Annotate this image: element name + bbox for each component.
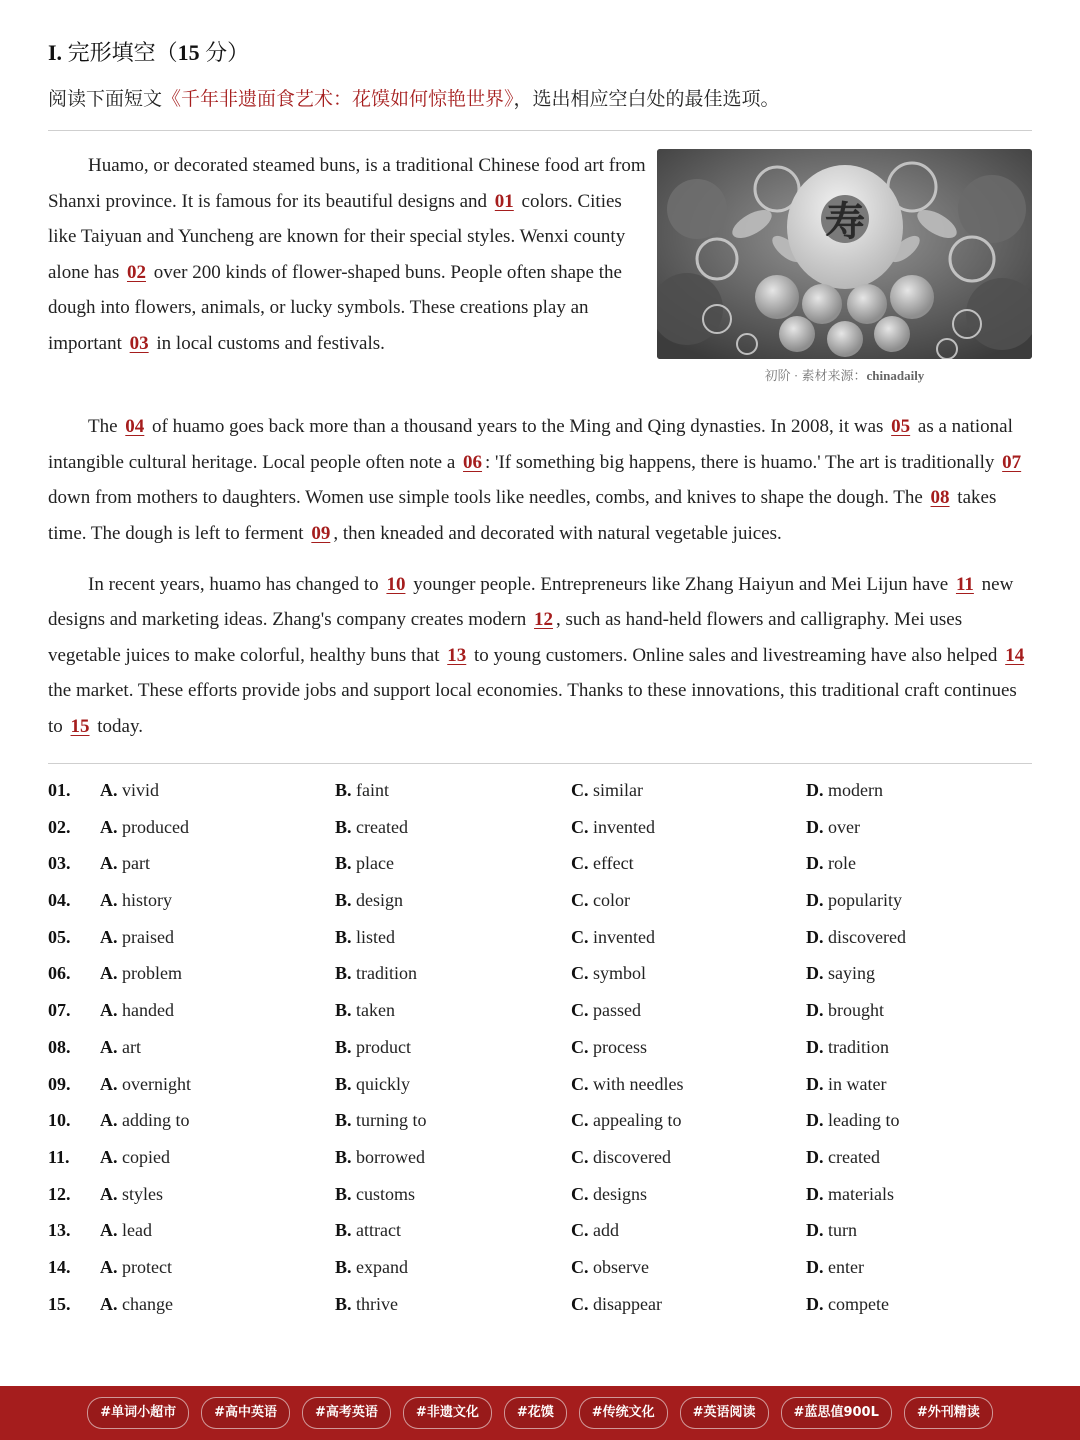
option-letter: D. — [806, 1036, 824, 1057]
option-text: turning to — [356, 1110, 427, 1131]
question-row — [48, 998, 1032, 1035]
option-text: add — [593, 1220, 619, 1241]
option-letter: A. — [100, 963, 118, 984]
divider-bottom — [48, 763, 1032, 764]
option-letter: C. — [571, 1220, 589, 1241]
option-choice[interactable] — [571, 853, 634, 874]
option-letter: C. — [571, 963, 589, 984]
option-choice[interactable] — [571, 927, 655, 948]
option-text: styles — [122, 1183, 164, 1204]
option-choice[interactable] — [335, 890, 403, 911]
option-choice[interactable] — [806, 1147, 880, 1168]
option-choice[interactable] — [571, 780, 643, 801]
option-choice[interactable] — [100, 1184, 163, 1205]
option-choice[interactable] — [335, 1257, 408, 1278]
option-choice[interactable] — [806, 1257, 864, 1278]
option-text: expand — [356, 1256, 408, 1277]
option-text: thrive — [356, 1293, 399, 1314]
section-name: 完形填空（ — [67, 40, 178, 65]
divider-top — [48, 130, 1032, 131]
option-letter: D. — [806, 816, 824, 837]
option-text: customs — [356, 1183, 416, 1204]
option-choice[interactable] — [100, 963, 182, 984]
blank-marker: 05 — [891, 416, 911, 437]
hashtag-list — [0, 1397, 1080, 1429]
blank-marker: 02 — [126, 261, 146, 283]
option-letter: A. — [100, 890, 118, 911]
option-choice[interactable] — [571, 1184, 647, 1205]
question-row — [48, 1108, 1032, 1145]
hashtag-chip[interactable]: #单词小超市 — [87, 1397, 189, 1429]
option-choice[interactable] — [100, 853, 150, 874]
option-letter: D. — [806, 926, 824, 947]
option-letter: A. — [100, 853, 118, 874]
option-letter: B. — [335, 1256, 352, 1277]
blank-marker: 06 — [463, 451, 483, 473]
option-choice[interactable] — [335, 1184, 415, 1205]
section-number: I. — [48, 40, 63, 65]
option-letter: A. — [100, 1220, 118, 1241]
option-text: history — [122, 890, 173, 911]
option-text: borrowed — [356, 1146, 425, 1167]
option-choice[interactable] — [335, 1220, 401, 1241]
blank-marker: 01 — [494, 190, 514, 212]
option-choice[interactable] — [335, 817, 408, 838]
option-letter: C. — [571, 1256, 589, 1277]
option-text: copied — [122, 1146, 170, 1167]
option-text: popularity — [828, 890, 902, 911]
section-score-unit: 分） — [199, 40, 250, 65]
option-text: design — [356, 890, 404, 911]
option-letter: C. — [571, 1110, 589, 1131]
option-letter: B. — [335, 926, 352, 947]
option-letter: C. — [571, 1146, 589, 1167]
option-text: listed — [356, 926, 396, 947]
option-text: brought — [828, 1000, 884, 1021]
shou-character: 寿 — [825, 198, 865, 245]
option-choice[interactable] — [571, 890, 630, 911]
question-row — [48, 778, 1032, 815]
option-letter: C. — [571, 926, 589, 947]
option-letter: A. — [100, 1000, 118, 1021]
option-choice[interactable] — [806, 963, 875, 984]
option-choice[interactable] — [335, 1074, 410, 1095]
option-letter: D. — [806, 963, 824, 984]
option-choice[interactable] — [571, 817, 655, 838]
option-letter: C. — [571, 816, 589, 837]
option-text: quickly — [356, 1073, 411, 1094]
option-letter: B. — [335, 1036, 352, 1057]
hashtag-chip[interactable]: #非遗文化 — [403, 1397, 492, 1429]
option-letter: B. — [335, 1000, 352, 1021]
question-row — [48, 851, 1032, 888]
option-choice[interactable] — [571, 1000, 641, 1021]
option-letter: D. — [806, 1220, 824, 1241]
option-text: in water — [828, 1073, 887, 1094]
article-title: 《千年非遗面食艺术：花馍如何惊艳世界》 — [162, 89, 514, 110]
option-choice[interactable] — [335, 1294, 398, 1315]
option-text: leading to — [828, 1110, 900, 1131]
blank-marker: 09 — [311, 523, 331, 545]
option-choice[interactable] — [100, 1074, 191, 1095]
option-letter: D. — [806, 1000, 824, 1021]
option-choice[interactable] — [335, 780, 389, 801]
option-letter: A. — [100, 1256, 118, 1277]
hashtag-chip[interactable]: #花馍 — [504, 1397, 567, 1429]
option-choice[interactable] — [806, 1074, 886, 1095]
option-text: process — [593, 1036, 647, 1057]
option-letter: A. — [100, 1183, 118, 1204]
question-row — [48, 1182, 1032, 1219]
option-text: part — [122, 853, 150, 874]
option-letter: D. — [806, 1110, 824, 1131]
option-text: disappear — [593, 1293, 662, 1314]
option-choice[interactable] — [100, 1147, 170, 1168]
option-choice[interactable] — [335, 927, 395, 948]
option-text: role — [828, 853, 856, 874]
instruction-prefix: 阅读下面短文 — [48, 89, 163, 110]
option-text: turn — [828, 1220, 857, 1241]
option-letter: B. — [335, 1220, 352, 1241]
option-letter: C. — [571, 1000, 589, 1021]
question-number: 12. — [48, 1183, 71, 1204]
option-text: produced — [122, 816, 189, 837]
option-choice[interactable] — [806, 817, 860, 838]
option-choice[interactable] — [335, 1110, 427, 1131]
option-letter: B. — [335, 1073, 352, 1094]
option-choice[interactable] — [571, 1257, 649, 1278]
option-text: place — [356, 853, 394, 874]
option-text: taken — [356, 1000, 395, 1021]
question-row — [48, 888, 1032, 925]
question-number: 07. — [48, 1000, 71, 1021]
question-number: 11. — [48, 1146, 70, 1167]
option-letter: A. — [100, 1293, 118, 1314]
question-number: 02. — [48, 816, 71, 837]
photo-source: chinadaily — [866, 368, 925, 383]
option-choice[interactable] — [571, 1294, 662, 1315]
option-choice[interactable] — [100, 1257, 172, 1278]
option-choice[interactable] — [806, 853, 856, 874]
passage-paragraph-2: The 04 of huamo goes back more than a thousand years to the Ming and Qing dynasties. In 2008, it was 05 as a national intangible cultural heritage. Local people often note a 06 : 'If something big happens, there is huamo.' The art is traditionally 07 down from mothers to daughters. Women use simple tools like needles, combs, and knives to shape the dough. The 08 takes time. The dough is left to ferment 09 , then kneaded and decorated with natural vegetable juices. — [48, 409, 1032, 552]
option-text: faint — [356, 780, 390, 800]
option-text: invented — [593, 816, 655, 837]
option-choice[interactable] — [100, 1037, 141, 1058]
instruction-suffix: ，选出相应空白处的最佳选项。 — [513, 89, 780, 110]
photo-caption: 初阶 · 素材来源：chinadaily — [764, 368, 925, 383]
option-text: invented — [593, 926, 655, 947]
option-text: handed — [122, 1000, 174, 1021]
option-letter: A. — [100, 1110, 118, 1131]
option-text: symbol — [593, 963, 647, 984]
question-number: 15. — [48, 1293, 71, 1314]
option-choice[interactable] — [806, 1000, 884, 1021]
option-choice[interactable] — [335, 853, 394, 874]
option-text: tradition — [828, 1036, 889, 1057]
option-letter: D. — [806, 853, 824, 874]
question-row — [48, 925, 1032, 962]
option-letter: C. — [571, 853, 589, 874]
question-row — [48, 1145, 1032, 1182]
option-text: art — [122, 1036, 141, 1057]
option-text: discovered — [828, 926, 906, 947]
option-text: appealing to — [593, 1110, 682, 1131]
section-title — [48, 36, 249, 67]
blank-marker: 03 — [129, 332, 149, 354]
passage-paragraph-3: In recent years, huamo has changed to 10 younger people. Entrepreneurs like Zhang Haiyun and Mei Lijun have 11 new designs and marketing ideas. Zhang's company creates modern 12 , such as hand-held flowers and calligraphy. Mei uses vegetable juices to make colorful, healthy buns that 13 to young customers. Online sales and livestreaming have also helped 14 the market. These efforts provide jobs and support local economies. Thanks to these innovations, this traditional craft continues to 15 today. — [48, 567, 1032, 744]
instruction-line — [48, 84, 780, 111]
option-letter: C. — [571, 1036, 589, 1057]
option-choice[interactable] — [806, 927, 906, 948]
option-letter: C. — [571, 1183, 589, 1204]
question-row — [48, 1255, 1032, 1292]
question-number: 10. — [48, 1110, 71, 1131]
footer-bar — [0, 1386, 1080, 1440]
option-letter: B. — [335, 853, 352, 874]
option-letter: C. — [571, 890, 589, 911]
option-choice[interactable] — [100, 927, 174, 948]
option-text: compete — [828, 1293, 889, 1314]
section-score: 15 — [177, 40, 200, 65]
option-letter: C. — [571, 1293, 589, 1314]
question-number: 04. — [48, 890, 71, 911]
question-number: 06. — [48, 963, 71, 984]
option-choice[interactable] — [100, 817, 189, 838]
option-choice[interactable] — [806, 1184, 894, 1205]
question-row — [48, 961, 1032, 998]
option-text: passed — [593, 1000, 641, 1021]
option-letter: D. — [806, 890, 824, 911]
option-choice[interactable] — [571, 1074, 683, 1095]
option-text: similar — [593, 780, 643, 800]
question-number: 09. — [48, 1073, 71, 1094]
question-number: 01. — [48, 780, 71, 800]
question-row — [48, 1072, 1032, 1109]
option-text: over — [828, 816, 860, 837]
option-choice[interactable] — [100, 890, 172, 911]
option-text: with needles — [593, 1073, 684, 1094]
option-text: created — [356, 816, 408, 837]
option-choice[interactable] — [806, 1110, 899, 1131]
option-letter: D. — [806, 1256, 824, 1277]
option-letter: C. — [571, 780, 589, 800]
hashtag-chip[interactable]: #传统文化 — [579, 1397, 668, 1429]
blank-marker: 08 — [930, 487, 950, 509]
option-text: change — [122, 1293, 173, 1314]
option-letter: B. — [335, 1293, 352, 1314]
option-text: lead — [122, 1220, 152, 1241]
option-choice[interactable] — [806, 1294, 889, 1315]
question-number: 05. — [48, 926, 71, 947]
option-text: tradition — [356, 963, 418, 984]
question-number: 08. — [48, 1036, 71, 1057]
option-letter: B. — [335, 816, 352, 837]
option-choice[interactable] — [571, 963, 646, 984]
option-text: problem — [122, 963, 182, 984]
option-letter: B. — [335, 1183, 352, 1204]
question-number: 03. — [48, 853, 71, 874]
option-text: color — [593, 890, 630, 911]
option-letter: D. — [806, 1293, 824, 1314]
option-text: effect — [593, 853, 634, 874]
question-row — [48, 1218, 1032, 1255]
option-choice[interactable] — [100, 1000, 174, 1021]
option-choice[interactable] — [806, 1037, 889, 1058]
option-letter: C. — [571, 1073, 589, 1094]
hashtag-chip[interactable]: #外刊精读 — [904, 1397, 993, 1429]
blank-marker: 04 — [125, 416, 145, 437]
option-text: modern — [828, 780, 883, 800]
option-text: vivid — [122, 780, 160, 800]
option-choice[interactable] — [335, 1147, 425, 1168]
option-text: materials — [828, 1183, 894, 1204]
option-choice[interactable] — [571, 1037, 647, 1058]
option-letter: D. — [806, 780, 824, 800]
option-text: discovered — [593, 1146, 671, 1167]
option-choice[interactable] — [335, 1037, 411, 1058]
hashtag-chip[interactable]: #英语阅读 — [680, 1397, 769, 1429]
option-choice[interactable] — [571, 1220, 619, 1241]
question-number: 13. — [48, 1220, 71, 1241]
option-letter: B. — [335, 1146, 352, 1167]
option-letter: A. — [100, 926, 118, 947]
option-choice[interactable] — [100, 1294, 173, 1315]
option-text: praised — [122, 926, 174, 947]
question-number: 14. — [48, 1256, 71, 1277]
question-row — [48, 1035, 1032, 1072]
blank-marker: 11 — [955, 574, 974, 595]
option-letter: A. — [100, 780, 118, 800]
blank-marker: 10 — [386, 574, 406, 595]
option-choice[interactable] — [100, 1110, 190, 1131]
option-letter: A. — [100, 1036, 118, 1057]
option-choice[interactable] — [335, 1000, 395, 1021]
huamo-photo — [657, 149, 1032, 359]
option-text: designs — [593, 1183, 647, 1204]
option-text: saying — [828, 963, 875, 984]
option-choice[interactable] — [571, 1147, 671, 1168]
option-text: attract — [356, 1220, 401, 1241]
option-letter: B. — [335, 1110, 352, 1131]
blank-marker: 12 — [534, 609, 554, 631]
option-letter: A. — [100, 1146, 118, 1167]
option-choice[interactable] — [335, 963, 417, 984]
option-text: adding to — [122, 1110, 190, 1131]
option-letter: D. — [806, 1183, 824, 1204]
blank-marker: 07 — [1002, 451, 1022, 473]
option-text: overnight — [122, 1073, 191, 1094]
blank-marker: 14 — [1005, 644, 1025, 666]
option-choice[interactable] — [806, 1220, 857, 1241]
option-text: protect — [122, 1256, 172, 1277]
blank-marker: 13 — [447, 644, 467, 666]
option-text: created — [828, 1146, 880, 1167]
option-letter: B. — [335, 890, 352, 911]
hashtag-chip[interactable]: #蓝思值900L — [781, 1397, 892, 1429]
answer-options — [48, 778, 1032, 1328]
option-choice[interactable] — [806, 890, 902, 911]
option-choice[interactable] — [806, 780, 883, 801]
option-letter: D. — [806, 1146, 824, 1167]
option-letter: B. — [335, 963, 352, 984]
question-row — [48, 815, 1032, 852]
hashtag-chip[interactable]: #高考英语 — [302, 1397, 391, 1429]
passage-paragraph-1: Huamo, or decorated steamed buns, is a traditional Chinese food art from Shanxi province. It is famous for its beautiful designs and 01 colors. Cities like Taiyuan and Yuncheng are known for their special styles. Wenxi county alone has 02 over 200 kinds of flower-shaped buns. People often shape the dough into flowers, animals, or lucky symbols. These creations play an important 03 in local customs and festivals. — [48, 155, 646, 354]
option-choice[interactable] — [571, 1110, 681, 1131]
option-choice[interactable] — [100, 1220, 152, 1241]
hashtag-chip[interactable]: #高中英语 — [201, 1397, 290, 1429]
option-text: product — [356, 1036, 411, 1057]
option-letter: A. — [100, 816, 118, 837]
option-letter: A. — [100, 1073, 118, 1094]
option-text: enter — [828, 1256, 864, 1277]
option-text: observe — [593, 1256, 649, 1277]
option-choice[interactable] — [100, 780, 159, 801]
option-letter: D. — [806, 1073, 824, 1094]
option-letter: B. — [335, 780, 352, 800]
blank-marker: 15 — [70, 715, 90, 737]
question-row — [48, 1292, 1032, 1329]
